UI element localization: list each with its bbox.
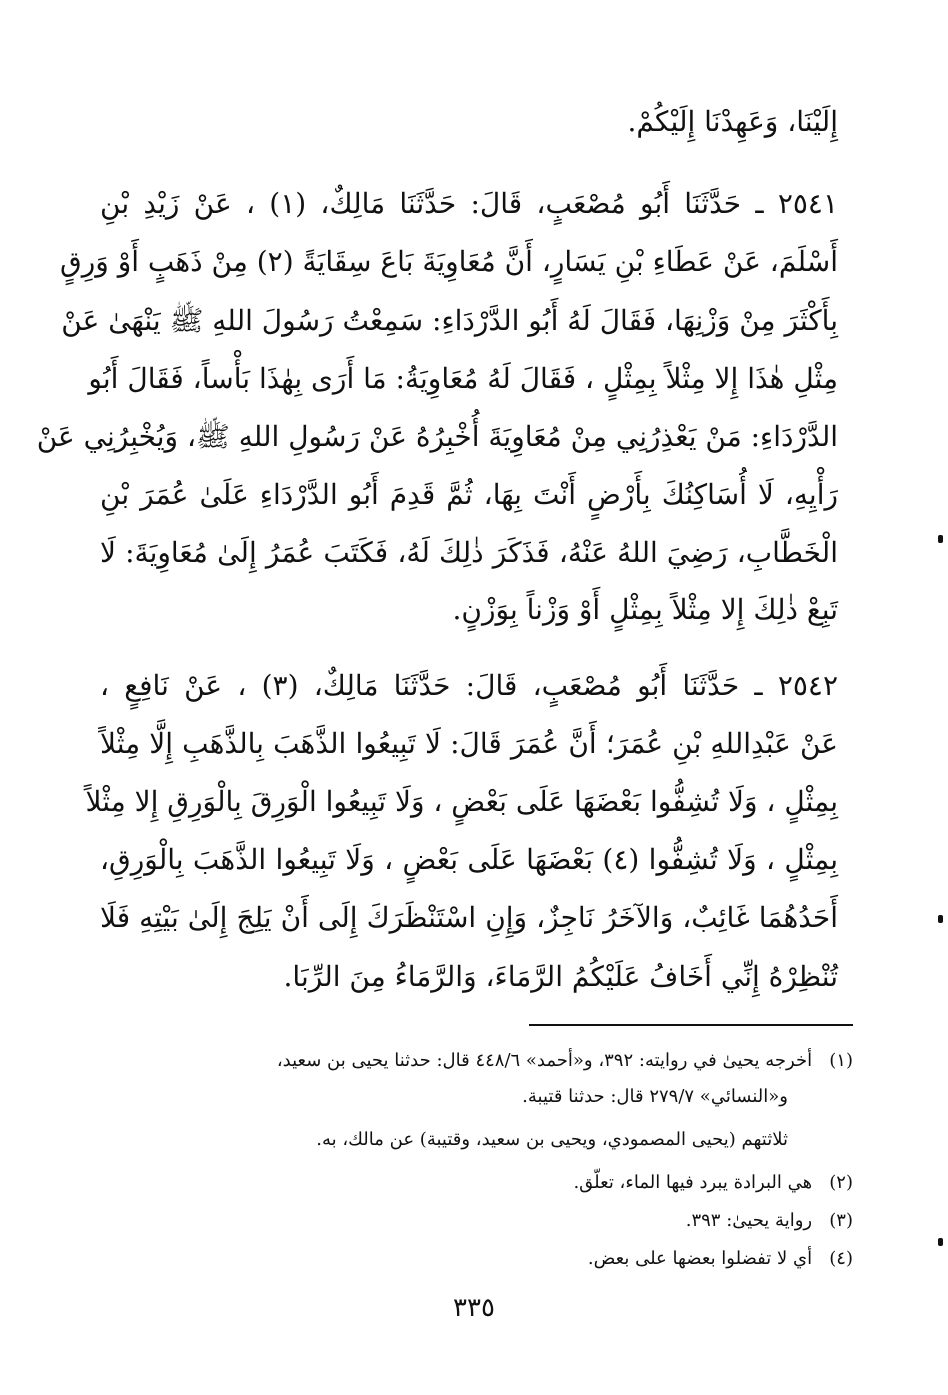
footnote-text: أخرجه يحيىٰ في روايته: ٣٩٢، و«أحمد» ٤٤٨/٦ قال: حدثنا يحيى بن سعيد، bbox=[276, 1050, 813, 1071]
footnote-marker: (١) bbox=[829, 1050, 853, 1071]
hadith-2542-line: عَنْ عَبْدِاللهِ بْنِ عُمَرَ؛ أَنَّ عُمَرَ قَالَ: لَا تَبِيعُوا الذَّهَبَ بِالذَّهَبِ إِلَّا مِثْلاً bbox=[100, 727, 838, 760]
footnote-1-continued: و«النسائي» ٢٧٩/٧ قال: حدثنا قتيبة. bbox=[522, 1086, 788, 1107]
footnote-4 bbox=[98, 1244, 853, 1274]
footnote-marker: (٤) bbox=[829, 1248, 853, 1269]
hadith-2541-line: رَأْيِهِ، لَا أُسَاكِنُكَ بِأَرْضٍ أَنْتَ بِهَا، ثُمَّ قَدِمَ أَبُو الدَّرْدَاءِ عَلَىٰ عُمَرَ بْنِ bbox=[100, 478, 838, 511]
hadith-2541-line: أَسْلَمَ، عَنْ عَطَاءِ بْنِ يَسَارٍ، أَنَّ مُعَاوِيَةَ بَاعَ سِقَايَةً (٢) مِنْ ذَهَبٍ أَوْ وَرِقٍ bbox=[60, 245, 838, 278]
footnote-1-extra: ثلاثتهم (يحيى المصمودي، ويحيى بن سعيد، وقتيبة) عن مالك، به. bbox=[316, 1129, 788, 1150]
margin-mark bbox=[938, 1238, 943, 1246]
intro-line: إِلَيْنَا، وَعَهِدْنَا إِلَيْكُمْ. bbox=[627, 105, 838, 138]
footnote-3 bbox=[98, 1206, 853, 1236]
hadith-2542-line: أَحَدُهُمَا غَائِبٌ، وَالآخَرُ نَاجِزٌ، وَإِنِ اسْتَنْظَرَكَ إِلَى أَنْ يَلِجَ إِلَىٰ بَيْتِهِ فَلَا bbox=[100, 901, 838, 934]
hadith-2542-line: بِمِثْلٍ ، وَلَا تُشِفُّوا بَعْضَهَا عَلَى بَعْضٍ ، وَلَا تَبِيعُوا الْوَرِقَ بِالْوَرِقِ إِلا مِثْلاً bbox=[85, 785, 838, 818]
hadith-2542-line: تُنْظِرْهُ إِنِّي أَخَافُ عَلَيْكُمُ الرَّمَاءَ، وَالرَّمَاءُ مِنَ الرِّبَا. bbox=[283, 960, 838, 993]
hadith-2541-line: تَبِعْ ذٰلِكَ إِلا مِثْلاً بِمِثْلٍ أَوْ وَزْناً بِوَزْنٍ. bbox=[452, 593, 838, 626]
footnote-1 bbox=[98, 1046, 853, 1076]
hadith-2542-line: ٢٥٤٢ ـ حَدَّثَنَا أَبُو مُصْعَبٍ، قَالَ: حَدَّثَنَا مَالِكٌ، (٣) ، عَنْ نَافِعٍ ، bbox=[100, 669, 838, 702]
hadith-2541-line: بِأَكْثَرَ مِنْ وَزْنِهَا، فَقَالَ لَهُ أَبُو الدَّرْدَاءِ: سَمِعْتُ رَسُولَ اللهِ ﷺ يَنْهَىٰ عَنْ bbox=[61, 304, 838, 337]
footnote-2 bbox=[98, 1168, 853, 1198]
footnote-text: أي لا تفضلوا بعضها على بعض. bbox=[587, 1248, 813, 1269]
footnote-text: رواية يحيىٰ: ٣٩٣. bbox=[685, 1210, 813, 1231]
margin-mark bbox=[938, 535, 943, 543]
hadith-2541-line: الْخَطَّابِ، رَضِيَ اللهُ عَنْهُ، فَذَكَرَ ذٰلِكَ لَهُ، فَكَتَبَ عُمَرُ إِلَىٰ مُعَاوِيَةَ: لَا bbox=[100, 536, 838, 569]
footnote-marker: (٣) bbox=[829, 1210, 853, 1231]
footnote-divider bbox=[529, 1024, 853, 1026]
footnote-text: هي البرادة يبرد فيها الماء، تعلّق. bbox=[573, 1172, 813, 1193]
hadith-2541-line: الدَّرْدَاءِ: مَنْ يَعْذِرُنِي مِنْ مُعَاوِيَةَ أُخْبِرُهُ عَنْ رَسُولِ اللهِ ﷺ، وَيُخْبِرُنِي عَنْ bbox=[36, 420, 838, 453]
margin-mark bbox=[938, 915, 943, 923]
footnote-marker: (٢) bbox=[829, 1172, 853, 1193]
page-number: ٣٣٥ bbox=[453, 1293, 495, 1323]
hadith-2541-line: ٢٥٤١ ـ حَدَّثَنَا أَبُو مُصْعَبٍ، قَالَ: حَدَّثَنَا مَالِكٌ، (١) ، عَنْ زَيْدِ بْنِ bbox=[100, 187, 838, 220]
hadith-2541-line: مِثْلِ هٰذَا إِلا مِثْلاً بِمِثْلٍ ، فَقَالَ لَهُ مُعَاوِيَةُ: مَا أَرَى بِهٰذَا بَأْساً، فَقَالَ أَبُو bbox=[88, 362, 838, 395]
hadith-2542-line: بِمِثْلٍ ، وَلَا تُشِفُّوا (٤) بَعْضَهَا عَلَى بَعْضٍ ، وَلَا تَبِيعُوا الذَّهَبَ بِالْوَرِقِ، bbox=[100, 843, 838, 876]
